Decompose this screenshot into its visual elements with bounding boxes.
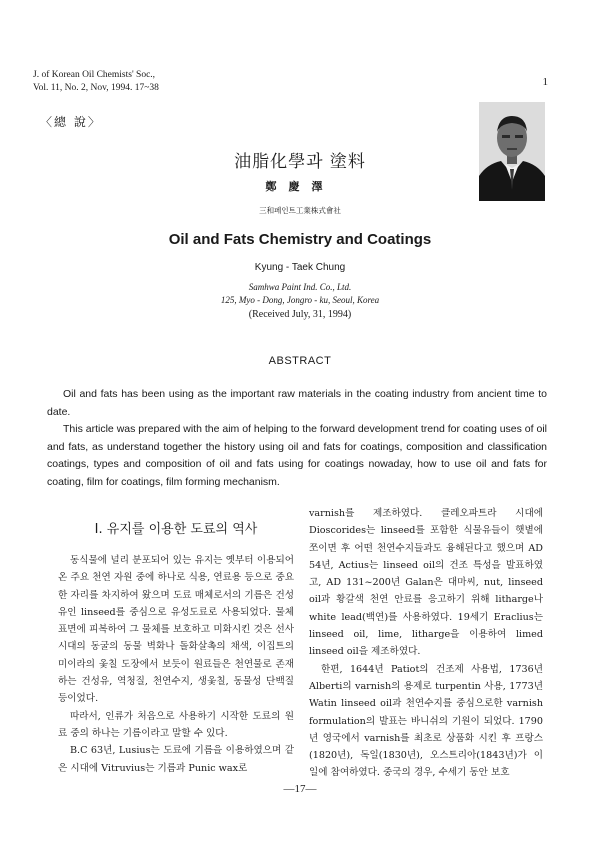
right-column [309,505,543,782]
journal-volume: Vol. 11, No. 2, Nov, 1994. 17~38 [33,83,159,93]
journal-citation [33,69,159,95]
body-paragraph: varnish를 제조하였다. 클레오파트라 시대에 Dioscorides는 linseed를 포함한 식물유들이 햇볕에 쪼이면 후 어떤 천연수지들과도 융해된다고 했으며 AD 54년, Actius는 linseed oil의 건조 특성을 발표하였고, AD 131~200년 Galan은 대마씨, nut, linseed oil과 황갈색 천연 안료를 응고하기 위해 litharge나 white lead(백연)를 사용하였다. 19세기 Eraclius는 linseed oil, lime, litharge을 이용하여 limed linseed oil을 제조하였다. [309,508,543,658]
body-paragraph: B.C 63년, Lusius는 도료에 기름을 이용하였으며 같은 시대에 Vitruvius는 기름과 Punic wax로 [58,745,294,774]
received-date: (Received July, 31, 1994) [248,309,352,320]
section-heading: Ⅰ. 유지를 이용한 도료의 역사 [94,522,258,537]
abstract-body [47,386,547,491]
author-korean: 鄭慶澤 [265,180,335,193]
affiliation-company: Samhwa Paint Ind. Co., Ltd. [248,282,352,292]
body-paragraph: 동식물에 널리 분포되어 있는 유지는 옛부터 이용되어온 주요 천연 자원 중에 하나로 식용, 연료용 등으로 중요한 자리를 차지하여 왔으며 도료 매체로서의 기름은 건성유인 linseed를 중심으로 유성도료로 사용되었다. 물체표면에 피복하여 그 물체를 보호하고 미화시킨 것은 선사시대의 동굴의 동물 벽화나 돌화살촉의 채색, 이집트의 미이라의 옻칠 도장에서 보듯이 원료들은 천연물로 존재하는 건성유, 역청질, 천연수지, 생옻칠, 동물성 단백질 등이었다. [58,555,294,705]
title-english: Oil and Fats Chemistry and Coatings [168,231,432,248]
abstract-heading: ABSTRACT [268,355,332,367]
body-paragraph: 따라서, 인류가 처음으로 사용하기 시작한 도료의 원료 중의 하나는 기름이라고 말할 수 있다. [58,710,294,739]
abstract-paragraph: This article was prepared with the aim of helping to the forward development trend for coating uses of oil and fats, as understand together the history using oil and fats for coatings, composition and classification coatings, types and composition of oil and fats using for coatings nowaday, how to use oil and fats for coating, film for coatings, film forming mechanism. [47,423,547,488]
affiliation-address: 125, Myo - Dong, Jongro - ku, Seoul, Korea [220,295,380,305]
article-category: 〈總 說〉 [40,115,102,129]
title-korean: 油脂化學과 塗料 [234,152,366,172]
author-english: Kyung - Taek Chung [254,262,346,273]
journal-name: J. of Korean Oil Chemists' Soc., [33,70,156,80]
journal-page-number: —17— [283,783,317,795]
affiliation-english [0,281,600,307]
page-number: 1 [542,76,548,88]
abstract-paragraph: Oil and fats has been using as the important raw materials in the coating industry from ancient time to date. [47,388,547,418]
body-paragraph: 한편, 1644년 Patiot의 건조제 사용법, 1736년 Alberti의 varnish의 용제로 turpentin 사용, 1773년 Watin linseed oil과 천연수지를 중심으로한 varnish formulation의 발표는 바니쉬의 기원이 되었다. 1790년 영국에서 varnish를 최초로 상품화 시킨 후 프랑스(1820년), 독일(1830년), 오스트리아(1843년)가 이 일에 참여하였다. 중국의 경우, 수세기 동안 보호 [309,663,543,779]
left-column [58,518,294,777]
affiliation-korean: 三和페인트工業株式會社 [259,206,341,215]
